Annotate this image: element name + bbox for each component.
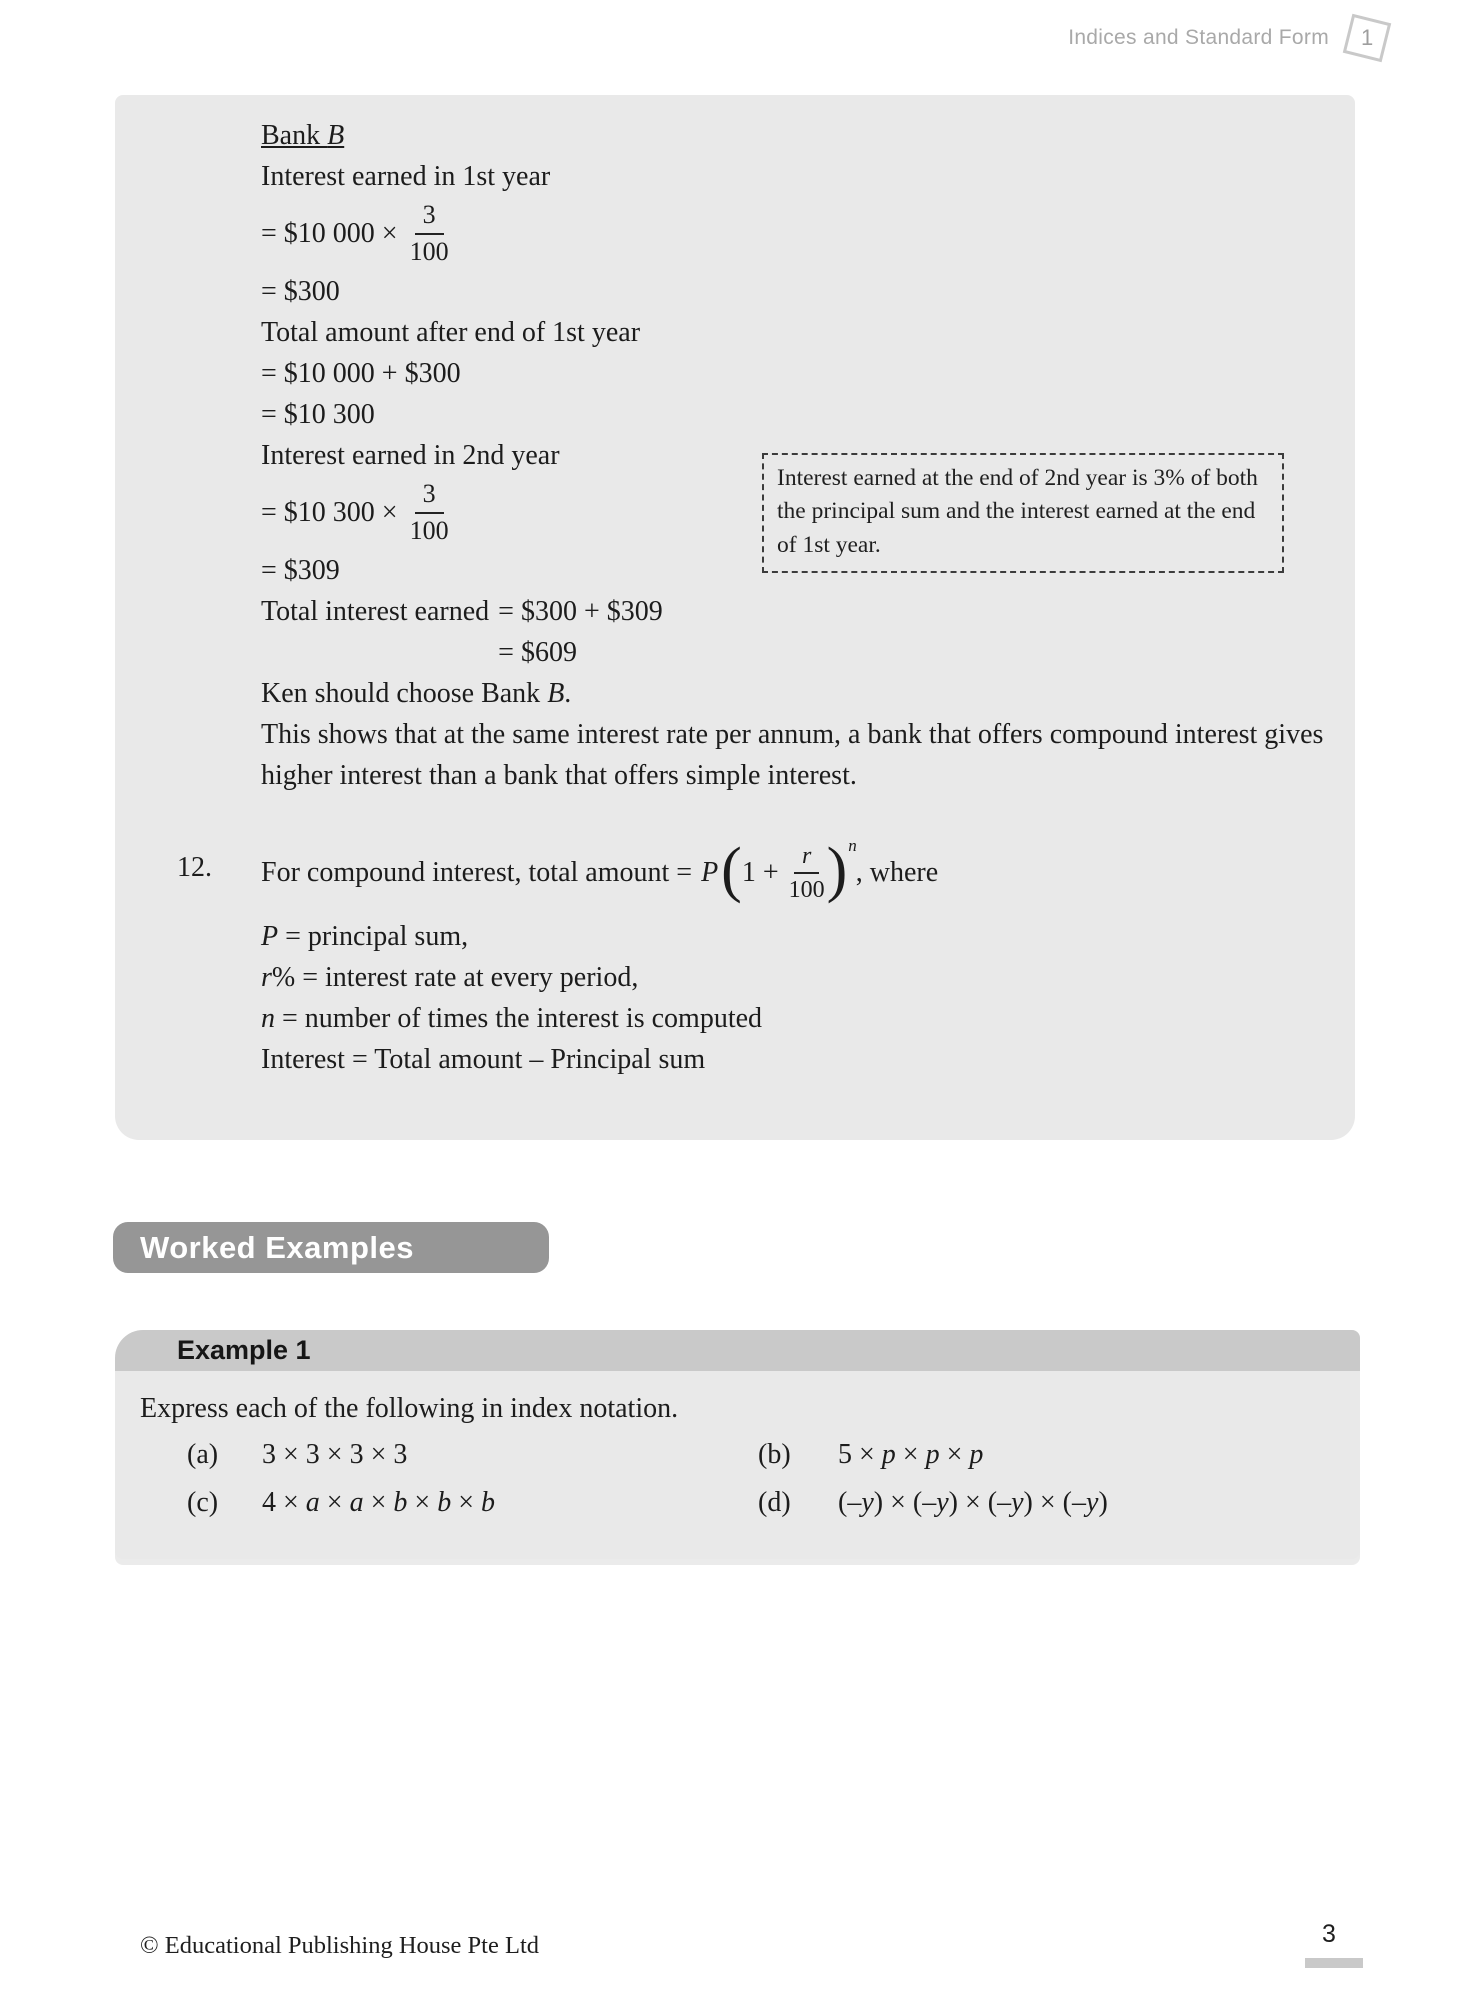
bank-heading: Bank B [261, 119, 345, 151]
definition-line: P = principal sum, [261, 920, 469, 952]
equation-line: = $10 300 [261, 398, 375, 430]
solution-content [177, 115, 1335, 1080]
banner-label: Worked Examples [140, 1229, 414, 1265]
conclusion-line: Ken should choose Bank B. [261, 677, 572, 709]
example-body [115, 1371, 1360, 1559]
chapter-number-badge [1343, 14, 1391, 62]
item-label: (c) [187, 1487, 219, 1518]
definition-line: r% = interest rate at every period, [261, 961, 639, 993]
example-row [140, 1479, 1360, 1527]
solution-line: Interest earned in 2nd year [261, 439, 560, 471]
equation-line: = $10 000 + $300 [261, 357, 461, 389]
example-row [140, 1431, 1360, 1479]
example-header [115, 1330, 1360, 1371]
item-body [261, 830, 938, 1080]
definition-line: Interest = Total amount – Principal sum [261, 1043, 706, 1075]
exponent-n: n [848, 836, 857, 855]
example-prompt: Express each of the following in index notation. [140, 1393, 679, 1424]
worked-examples-banner [113, 1222, 549, 1273]
solution-line: Total amount after end of 1st year [261, 316, 641, 348]
item-number: 12. [177, 852, 212, 883]
item-label: (d) [758, 1487, 791, 1518]
item-expression: 4 × a × a × b × b × b [262, 1487, 495, 1518]
copyright-notice: © Educational Publishing House Pte Ltd [140, 1932, 540, 1959]
note-text: Interest earned at the end of 2nd year is 3% of both the principal sum and the interest earned at the end of 1st year. [777, 465, 1258, 558]
conclusion-paragraph: This shows that at the same interest rate per annum, a bank that offers compound interest gives higher interest than a bank that offers simple interest. [261, 719, 1324, 791]
example-title: Example 1 [177, 1335, 311, 1365]
item-expression: (–y) × (–y) × (–y) × (–y) [838, 1487, 1108, 1518]
equation-line: = $309 [261, 554, 340, 586]
list-item-12 [177, 830, 1335, 1080]
page-header [1068, 18, 1387, 58]
solution-box [115, 95, 1355, 1140]
page-number-bar [1305, 1958, 1363, 1968]
page-number: 3 [1322, 1920, 1336, 1948]
solution-line: Interest earned in 1st year [261, 160, 551, 192]
equation-line: = $609 [498, 636, 577, 668]
fraction: $\frac{r}{100}$ [788, 842, 825, 903]
compound-interest-formula: For compound interest, total amount = P ( 1 + $\frac{r}{100}$ ) n , where [261, 836, 939, 904]
example-card [115, 1330, 1360, 1559]
chapter-number: 1 [1360, 25, 1374, 50]
fraction: $\frac{3}{100}$ [409, 200, 449, 266]
chapter-title: Indices and Standard Form [1068, 26, 1329, 49]
item-expression: 3 × 3 × 3 × 3 [262, 1439, 408, 1470]
fraction: $\frac{3}{100}$ [409, 479, 449, 545]
item-label: (a) [187, 1439, 219, 1470]
item-expression: 5 × p × p × p [838, 1439, 984, 1470]
equation-line: Total interest earned = $300 + $309 [261, 595, 663, 627]
definition-line: n = number of times the interest is computed [261, 1002, 763, 1034]
equation-line: = $10 000 × $\frac{3}{100}$ [261, 200, 449, 266]
equation-line: = $300 [261, 275, 340, 307]
item-label: (b) [758, 1439, 791, 1470]
variable-P: P [701, 857, 719, 888]
equation-line: = $10 300 × $\frac{3}{100}$ [261, 479, 449, 545]
